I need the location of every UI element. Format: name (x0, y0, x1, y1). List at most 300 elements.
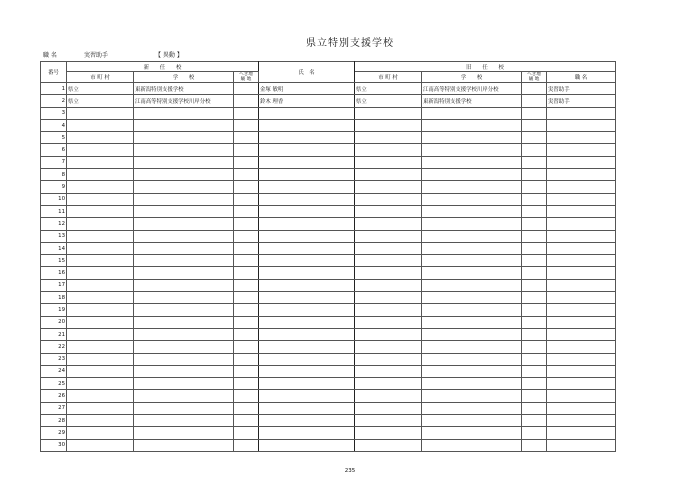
old-remote-area-cell (522, 107, 547, 119)
new-municipality-cell (67, 242, 134, 254)
old-municipality-cell (355, 181, 422, 193)
new-remote-area-cell (234, 279, 259, 291)
row-number: 24 (41, 365, 67, 377)
new-school-cell (134, 242, 234, 254)
table-row (41, 415, 616, 427)
header-job: 職 名 (547, 72, 616, 83)
new-municipality-cell (67, 279, 134, 291)
table-row (41, 193, 616, 205)
table-row (41, 95, 616, 107)
old-school-cell (422, 427, 522, 439)
name-cell (259, 242, 355, 254)
old-municipality-cell (355, 279, 422, 291)
table-row (41, 328, 616, 340)
row-number: 1 (41, 83, 67, 95)
old-school-cell (422, 316, 522, 328)
new-municipality-cell (67, 181, 134, 193)
job-cell (547, 181, 616, 193)
name-cell (259, 415, 355, 427)
new-remote-area-cell (234, 193, 259, 205)
name-cell (259, 353, 355, 365)
new-school-cell: 江南高等特別支援学校川岸分校 (134, 95, 234, 107)
new-remote-area-cell (234, 83, 259, 95)
new-remote-area-cell (234, 107, 259, 119)
new-remote-area-cell (234, 119, 259, 131)
old-remote-area-cell (522, 95, 547, 107)
new-municipality-cell: 県立 (67, 83, 134, 95)
new-school-cell (134, 341, 234, 353)
old-remote-area-cell (522, 402, 547, 414)
new-school-cell (134, 328, 234, 340)
old-school-cell (422, 267, 522, 279)
new-municipality-cell (67, 390, 134, 402)
table-row (41, 230, 616, 242)
old-school-cell (422, 230, 522, 242)
old-municipality-cell (355, 328, 422, 340)
old-school-cell (422, 353, 522, 365)
name-cell (259, 181, 355, 193)
old-municipality-cell: 県立 (355, 83, 422, 95)
job-cell (547, 156, 616, 168)
table-row (41, 242, 616, 254)
row-number: 26 (41, 390, 67, 402)
new-school-cell (134, 119, 234, 131)
job-cell (547, 341, 616, 353)
row-number: 16 (41, 267, 67, 279)
table-row (41, 279, 616, 291)
name-cell (259, 378, 355, 390)
name-cell (259, 279, 355, 291)
old-school-cell: 東新潟特別支援学校 (422, 95, 522, 107)
new-remote-area-cell (234, 218, 259, 230)
old-school-cell (422, 390, 522, 402)
new-municipality-cell (67, 304, 134, 316)
header-old-municipality: 市 町 村 (355, 72, 422, 83)
row-number: 10 (41, 193, 67, 205)
header-new-remote-area: へき地 級 地 (234, 72, 259, 83)
header-old-school: 学 校 (422, 72, 522, 83)
header-new-school-group: 新 任 校 (67, 62, 259, 72)
new-remote-area-cell (234, 439, 259, 451)
new-school-cell (134, 439, 234, 451)
new-municipality-cell (67, 439, 134, 451)
table-row (41, 427, 616, 439)
header-row-group (41, 62, 616, 72)
new-remote-area-cell (234, 230, 259, 242)
old-remote-area-cell (522, 279, 547, 291)
name-cell (259, 328, 355, 340)
name-cell (259, 107, 355, 119)
job-cell (547, 107, 616, 119)
old-school-cell (422, 292, 522, 304)
new-municipality-cell (67, 378, 134, 390)
table-row (41, 304, 616, 316)
old-school-cell (422, 439, 522, 451)
old-remote-area-cell (522, 119, 547, 131)
row-number: 7 (41, 156, 67, 168)
row-number: 8 (41, 169, 67, 181)
row-number: 18 (41, 292, 67, 304)
new-school-cell (134, 292, 234, 304)
row-number: 6 (41, 144, 67, 156)
page-title: 県立特別支援学校 (306, 38, 394, 49)
old-municipality-cell (355, 427, 422, 439)
row-number: 17 (41, 279, 67, 291)
job-cell (547, 365, 616, 377)
new-remote-area-cell (234, 390, 259, 402)
new-school-cell (134, 205, 234, 217)
new-school-cell (134, 279, 234, 291)
new-school-cell (134, 365, 234, 377)
name-cell (259, 304, 355, 316)
old-school-cell: 江南高等特別支援学校川岸分校 (422, 83, 522, 95)
new-remote-area-cell (234, 132, 259, 144)
old-municipality-cell (355, 156, 422, 168)
new-municipality-cell (67, 218, 134, 230)
old-municipality-cell (355, 230, 422, 242)
row-number: 5 (41, 132, 67, 144)
name-cell: 鈴木 理香 (259, 95, 355, 107)
row-number: 11 (41, 205, 67, 217)
header-old-remote-area: へき地 級 地 (522, 72, 547, 83)
row-number: 22 (41, 341, 67, 353)
job-cell (547, 439, 616, 451)
old-remote-area-cell (522, 365, 547, 377)
new-remote-area-cell (234, 267, 259, 279)
table-row (41, 365, 616, 377)
old-municipality-cell (355, 169, 422, 181)
name-cell (259, 341, 355, 353)
old-school-cell (422, 218, 522, 230)
old-school-cell (422, 156, 522, 168)
transfer-type-label: 【 異動 】 (155, 52, 183, 59)
old-school-cell (422, 144, 522, 156)
name-cell (259, 427, 355, 439)
old-school-cell (422, 242, 522, 254)
old-municipality-cell (355, 353, 422, 365)
old-remote-area-cell (522, 255, 547, 267)
name-cell (259, 169, 355, 181)
new-remote-area-cell (234, 341, 259, 353)
row-number: 13 (41, 230, 67, 242)
old-school-cell (422, 402, 522, 414)
new-municipality-cell (67, 328, 134, 340)
old-school-cell (422, 169, 522, 181)
old-municipality-cell (355, 341, 422, 353)
old-school-cell (422, 255, 522, 267)
table-row (41, 107, 616, 119)
new-municipality-cell (67, 107, 134, 119)
job-cell (547, 279, 616, 291)
old-school-cell (422, 119, 522, 131)
new-remote-area-cell (234, 378, 259, 390)
job-cell (547, 353, 616, 365)
name-cell (259, 439, 355, 451)
name-cell: 金塚 敏明 (259, 83, 355, 95)
row-number: 14 (41, 242, 67, 254)
new-school-cell (134, 144, 234, 156)
new-municipality-cell (67, 156, 134, 168)
old-municipality-cell (355, 402, 422, 414)
old-municipality-cell (355, 193, 422, 205)
name-cell (259, 402, 355, 414)
name-cell (259, 193, 355, 205)
job-cell (547, 328, 616, 340)
name-cell (259, 390, 355, 402)
old-remote-area-cell (522, 439, 547, 451)
row-number: 15 (41, 255, 67, 267)
name-cell (259, 316, 355, 328)
old-remote-area-cell (522, 156, 547, 168)
row-number: 27 (41, 402, 67, 414)
new-school-cell (134, 255, 234, 267)
row-number: 20 (41, 316, 67, 328)
row-number: 28 (41, 415, 67, 427)
new-remote-area-cell (234, 292, 259, 304)
name-cell (259, 255, 355, 267)
new-school-cell (134, 156, 234, 168)
job-cell (547, 242, 616, 254)
job-cell (547, 378, 616, 390)
new-municipality-cell (67, 230, 134, 242)
personnel-table (40, 61, 616, 452)
job-cell: 実習助手 (547, 83, 616, 95)
old-municipality-cell (355, 267, 422, 279)
old-remote-area-cell (522, 341, 547, 353)
new-school-cell: 東新潟特別支援学校 (134, 83, 234, 95)
name-cell (259, 292, 355, 304)
new-school-cell (134, 193, 234, 205)
new-remote-area-cell (234, 95, 259, 107)
table-row (41, 267, 616, 279)
old-municipality-cell (355, 316, 422, 328)
new-remote-area-cell (234, 304, 259, 316)
new-remote-area-cell (234, 415, 259, 427)
old-school-cell (422, 107, 522, 119)
table-row (41, 255, 616, 267)
job-cell (547, 304, 616, 316)
old-remote-area-cell (522, 353, 547, 365)
old-school-cell (422, 181, 522, 193)
new-municipality-cell (67, 169, 134, 181)
row-number: 12 (41, 218, 67, 230)
old-remote-area-cell (522, 230, 547, 242)
job-cell (547, 255, 616, 267)
table-row (41, 119, 616, 131)
header-old-school-group: 旧 任 校 (355, 62, 616, 72)
old-school-cell (422, 279, 522, 291)
header-new-school: 学 校 (134, 72, 234, 83)
new-municipality-cell (67, 365, 134, 377)
name-cell (259, 205, 355, 217)
table-row (41, 205, 616, 217)
page-number: 235 (344, 468, 356, 474)
old-municipality-cell (355, 415, 422, 427)
job-cell (547, 119, 616, 131)
new-municipality-cell (67, 353, 134, 365)
row-number: 2 (41, 95, 67, 107)
new-school-cell (134, 107, 234, 119)
new-remote-area-cell (234, 328, 259, 340)
job-cell (547, 316, 616, 328)
job-cell (547, 427, 616, 439)
old-municipality-cell (355, 144, 422, 156)
header-name: 氏 名 (259, 62, 355, 83)
new-school-cell (134, 267, 234, 279)
old-remote-area-cell (522, 205, 547, 217)
table-row (41, 144, 616, 156)
new-municipality-cell (67, 427, 134, 439)
job-cell (547, 415, 616, 427)
row-number: 3 (41, 107, 67, 119)
old-remote-area-cell (522, 427, 547, 439)
old-remote-area-cell (522, 83, 547, 95)
name-cell (259, 144, 355, 156)
new-school-cell (134, 181, 234, 193)
row-number: 9 (41, 181, 67, 193)
new-school-cell (134, 427, 234, 439)
old-remote-area-cell (522, 169, 547, 181)
new-municipality-cell (67, 132, 134, 144)
old-remote-area-cell (522, 181, 547, 193)
row-number: 21 (41, 328, 67, 340)
new-school-cell (134, 390, 234, 402)
job-cell (547, 132, 616, 144)
table-row (41, 390, 616, 402)
new-municipality-cell (67, 119, 134, 131)
new-remote-area-cell (234, 144, 259, 156)
job-cell (547, 230, 616, 242)
old-municipality-cell (355, 205, 422, 217)
new-remote-area-cell (234, 427, 259, 439)
name-cell (259, 218, 355, 230)
row-number: 30 (41, 439, 67, 451)
name-cell (259, 132, 355, 144)
old-municipality-cell (355, 119, 422, 131)
old-municipality-cell (355, 390, 422, 402)
new-remote-area-cell (234, 156, 259, 168)
new-municipality-cell (67, 144, 134, 156)
table-row (41, 341, 616, 353)
job-cell (547, 390, 616, 402)
old-municipality-cell: 県立 (355, 95, 422, 107)
header-number: 番号 (41, 62, 67, 83)
new-school-cell (134, 378, 234, 390)
old-school-cell (422, 132, 522, 144)
new-municipality-cell (67, 267, 134, 279)
name-cell (259, 365, 355, 377)
table-row (41, 181, 616, 193)
table-row (41, 378, 616, 390)
name-cell (259, 156, 355, 168)
old-municipality-cell (355, 365, 422, 377)
row-number: 4 (41, 119, 67, 131)
new-school-cell (134, 402, 234, 414)
table-row (41, 169, 616, 181)
old-school-cell (422, 378, 522, 390)
new-school-cell (134, 304, 234, 316)
table-row (41, 353, 616, 365)
old-remote-area-cell (522, 193, 547, 205)
new-municipality-cell (67, 341, 134, 353)
new-municipality-cell (67, 316, 134, 328)
table-row (41, 439, 616, 451)
old-school-cell (422, 304, 522, 316)
old-municipality-cell (355, 218, 422, 230)
new-municipality-cell (67, 193, 134, 205)
old-remote-area-cell (522, 415, 547, 427)
old-municipality-cell (355, 378, 422, 390)
job-cell: 実習助手 (547, 95, 616, 107)
old-municipality-cell (355, 242, 422, 254)
old-remote-area-cell (522, 328, 547, 340)
old-remote-area-cell (522, 144, 547, 156)
old-school-cell (422, 365, 522, 377)
new-remote-area-cell (234, 316, 259, 328)
name-cell (259, 230, 355, 242)
new-school-cell (134, 169, 234, 181)
table-row (41, 156, 616, 168)
new-remote-area-cell (234, 255, 259, 267)
old-remote-area-cell (522, 390, 547, 402)
new-municipality-cell (67, 205, 134, 217)
old-municipality-cell (355, 107, 422, 119)
new-municipality-cell (67, 292, 134, 304)
new-municipality-cell: 県立 (67, 95, 134, 107)
row-number: 25 (41, 378, 67, 390)
new-school-cell (134, 132, 234, 144)
job-cell (547, 292, 616, 304)
header-new-municipality: 市 町 村 (67, 72, 134, 83)
job-value: 実習助手 (84, 52, 109, 59)
name-cell (259, 119, 355, 131)
old-school-cell (422, 341, 522, 353)
new-municipality-cell (67, 415, 134, 427)
table-row (41, 83, 616, 95)
job-cell (547, 193, 616, 205)
old-municipality-cell (355, 439, 422, 451)
job-cell (547, 402, 616, 414)
old-school-cell (422, 205, 522, 217)
job-cell (547, 205, 616, 217)
job-cell (547, 218, 616, 230)
job-label: 職 名 (43, 52, 57, 59)
job-cell (547, 144, 616, 156)
new-school-cell (134, 230, 234, 242)
old-remote-area-cell (522, 316, 547, 328)
old-municipality-cell (355, 292, 422, 304)
table-row (41, 402, 616, 414)
table-row (41, 218, 616, 230)
old-school-cell (422, 415, 522, 427)
table-body (41, 83, 616, 452)
new-municipality-cell (67, 402, 134, 414)
old-remote-area-cell (522, 242, 547, 254)
old-remote-area-cell (522, 304, 547, 316)
new-remote-area-cell (234, 402, 259, 414)
table-row (41, 316, 616, 328)
new-school-cell (134, 218, 234, 230)
old-municipality-cell (355, 304, 422, 316)
row-number: 23 (41, 353, 67, 365)
old-remote-area-cell (522, 267, 547, 279)
table-row (41, 292, 616, 304)
old-remote-area-cell (522, 132, 547, 144)
new-municipality-cell (67, 255, 134, 267)
row-number: 29 (41, 427, 67, 439)
job-cell (547, 169, 616, 181)
name-cell (259, 267, 355, 279)
